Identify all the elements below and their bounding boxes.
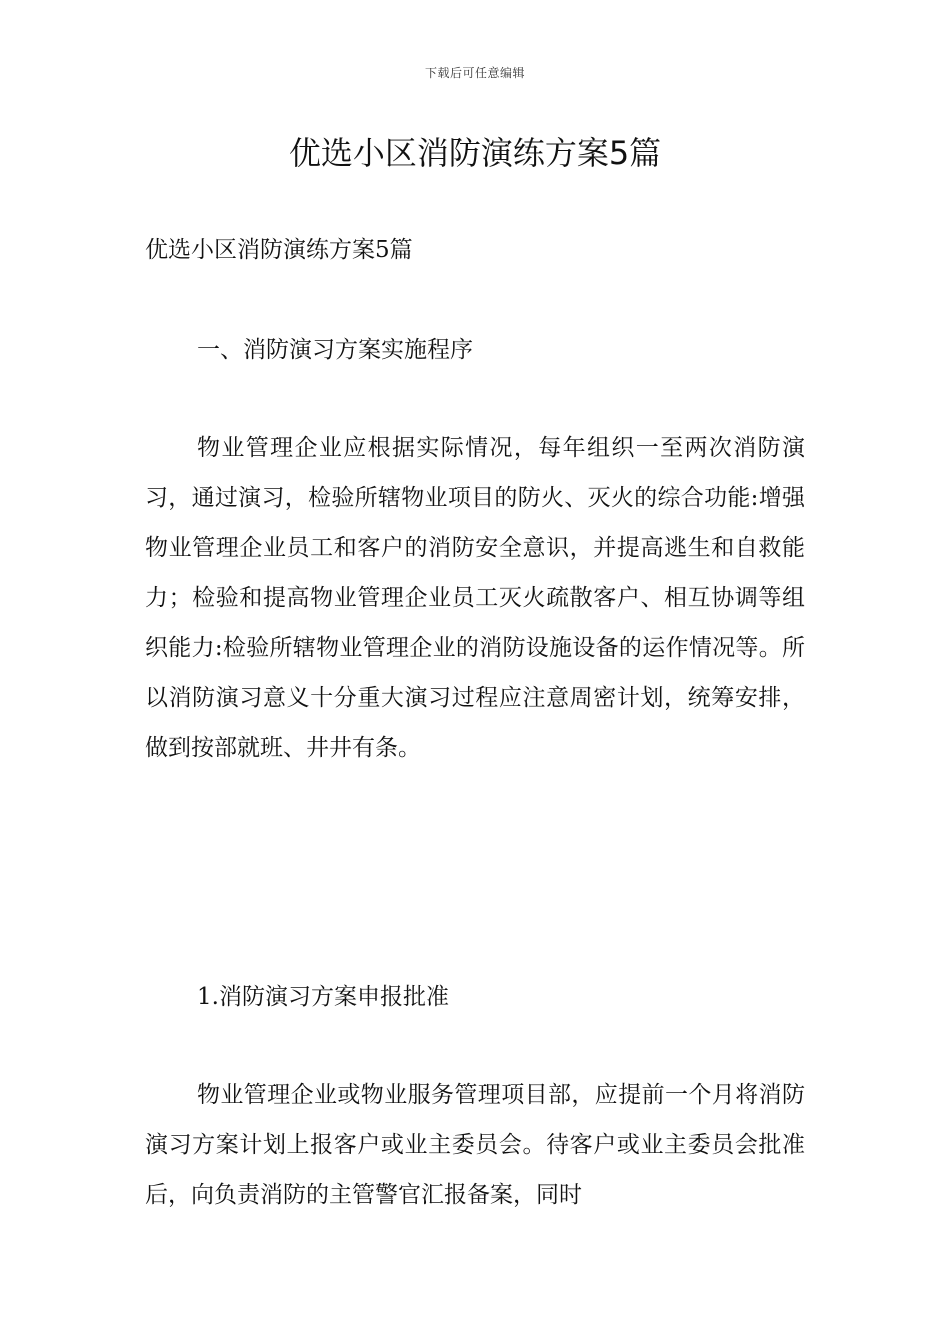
document-subtitle: 优选小区消防演练方案5篇: [145, 237, 413, 263]
sub-heading: 1.消防演习方案申报批准: [197, 984, 449, 1010]
header-note: 下载后可任意编辑: [424, 66, 525, 80]
section-heading: 一、消防演习方案实施程序: [197, 337, 473, 363]
body-paragraph: 物业管理企业应根据实际情况，每年组织一至两次消防演习，通过演习，检验所辖物业项目的防火、灭火的综合功能:增强物业管理企业员工和客户的消防安全意识，并提高逃生和自救能力；检验和提高物业管理企业员工灭火疏散客户、相互协调等组织能力:检验所辖物业管理企业的消防设施设备的运作情况等。所以消防演习意义十分重大演习过程应注意周密计划，统筹安排，做到按部就班、井井有条。: [145, 435, 805, 761]
document-title: 优选小区消防演练方案5篇: [288, 134, 662, 172]
body-paragraph: 物业管理企业或物业服务管理项目部，应提前一个月将消防演习方案计划上报客户或业主委员会。待客户或业主委员会批准后，向负责消防的主管警官汇报备案，同时: [145, 1082, 805, 1208]
